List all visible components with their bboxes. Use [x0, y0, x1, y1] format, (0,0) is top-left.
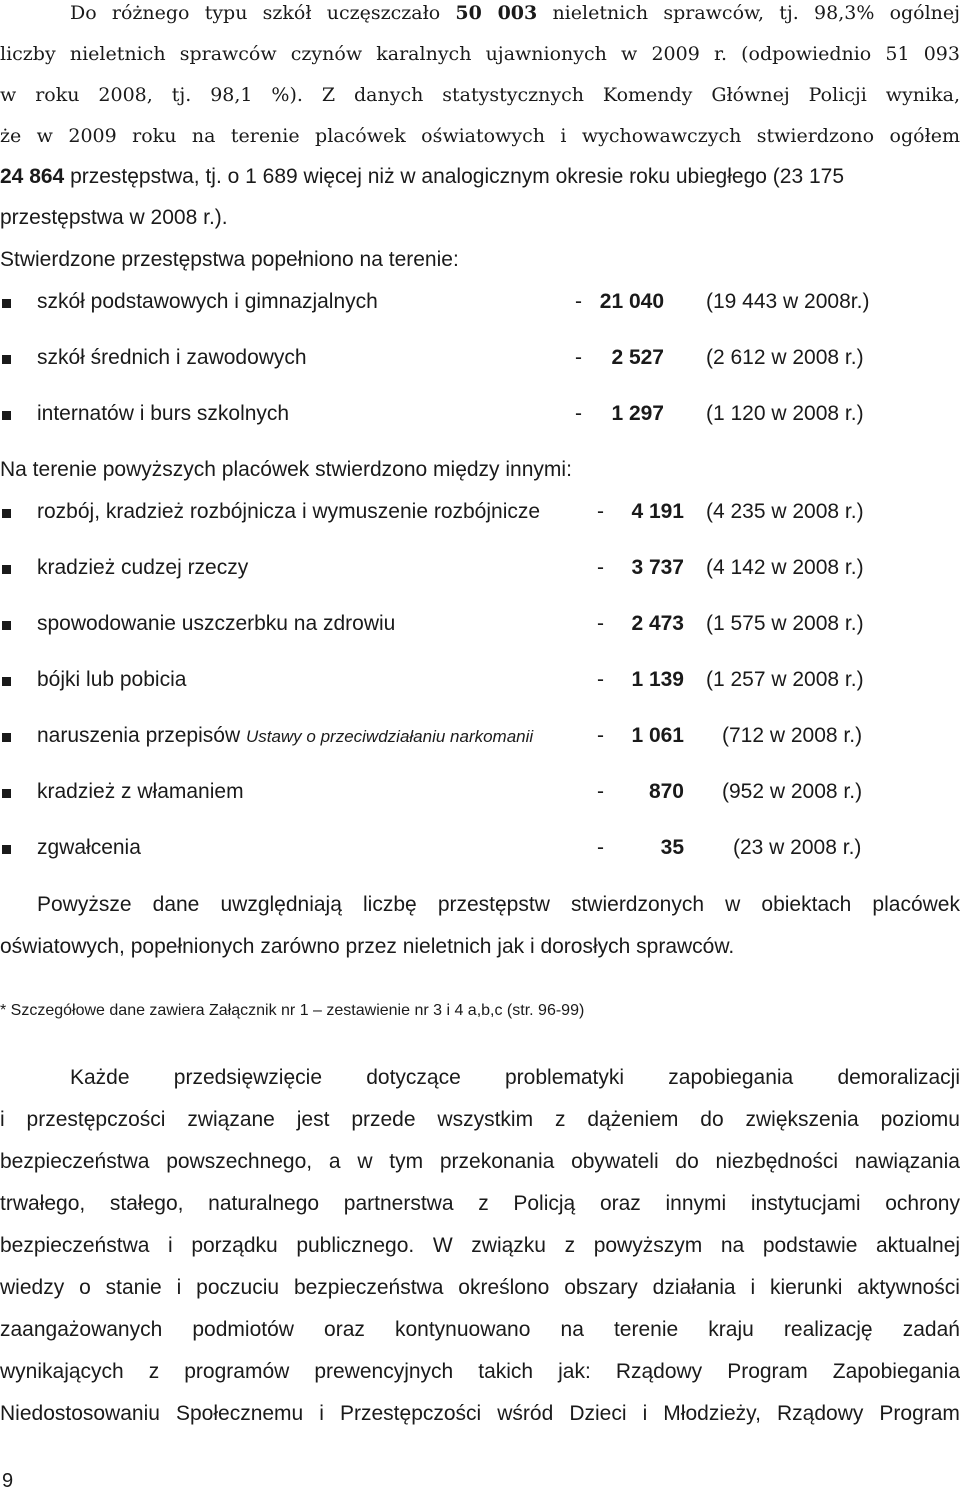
section1-previous-year: (19 443 w 2008r.)	[706, 290, 870, 313]
section2-previous-year: (23 w 2008 r.)	[733, 836, 862, 859]
bullet-icon	[2, 733, 11, 742]
section2-previous-year: (712 w 2008 r.)	[722, 724, 863, 747]
para3-line8: wynikających z programów prewencyjnych takich jak: Rządowy Program Zapobiegania	[0, 1360, 960, 1383]
para1-line5	[0, 165, 960, 189]
section1-value: 2 527	[611, 346, 664, 369]
page-number: 9	[2, 1470, 14, 1492]
section2-value: 35	[660, 836, 684, 859]
footnote: * Szczegółowe dane zawiera Załącznik nr 1 – zestawienie nr 3 i 4 a,b,c (str. 96-99)	[0, 1002, 585, 1019]
section2-previous-year: (1 257 w 2008 r.)	[706, 668, 864, 691]
section1-value: 1 297	[611, 402, 664, 425]
section2-item	[0, 780, 960, 810]
section1-item	[0, 346, 960, 376]
bullet-icon	[2, 845, 11, 854]
para3-line2: i przestępczości związane jest przede wszystkim z dążeniem do zwiększenia poziomu	[0, 1108, 960, 1131]
section2-item	[0, 612, 960, 642]
section2-label: zgwałcenia	[37, 836, 141, 859]
section1-item	[0, 290, 960, 320]
section2-heading: Na terenie powyższych placówek stwierdzono między innymi:	[0, 458, 572, 481]
section1-value: 21 040	[599, 290, 664, 313]
section2-value: 870	[648, 780, 684, 803]
section1-dash: -	[575, 346, 582, 369]
section2-value: 3 737	[631, 556, 684, 579]
para3-line3: bezpieczeństwa powszechnego, a w tym przekonania obywateli do niezbędności nawiązania	[0, 1150, 960, 1173]
bullet-icon	[2, 789, 11, 798]
section1-label: internatów i burs szkolnych	[37, 402, 290, 425]
section2-value: 2 473	[631, 612, 684, 635]
section2-dash: -	[597, 724, 604, 747]
para2-line1: Powyższe dane uwzględniają liczbę przestępstw stwierdzonych w obiektach placówek	[37, 893, 960, 916]
section2-previous-year: (4 142 w 2008 r.)	[706, 556, 864, 579]
section2-dash: -	[597, 612, 604, 635]
bullet-icon	[2, 565, 11, 574]
para3-line9: Niedostosowaniu Społecznemu i Przestępczości wśród Dzieci i Młodzieży, Rządowy Program	[0, 1402, 960, 1425]
section2-value: 1 139	[631, 668, 684, 691]
section2-label: kradzież cudzej rzeczy	[37, 556, 249, 579]
bullet-icon	[2, 411, 11, 420]
para3-line4: trwałego, stałego, naturalnego partnerstwa z Policją oraz innymi instytucjami ochrony	[0, 1192, 960, 1215]
section2-item	[0, 836, 960, 866]
section2-item	[0, 556, 960, 586]
para2-line2: oświatowych, popełnionych zarówno przez nieletnich jak i dorosłych sprawców.	[0, 935, 735, 958]
total-count: 24 864	[0, 165, 65, 188]
section2-item	[0, 668, 960, 698]
section2-label: naruszenia przepisów Ustawy o przeciwdziałaniu narkomanii	[37, 724, 534, 747]
section1-label: szkół średnich i zawodowych	[37, 346, 307, 369]
para3-line7: zaangażowanych podmiotów oraz kontynuowano na terenie kraju realizację zadań	[0, 1318, 960, 1341]
para3-line5: bezpieczeństwa i porządku publicznego. W związku z powyższym na podstawie aktualnej	[0, 1234, 960, 1257]
para1-line3: w roku 2008, tj. 98,1 %). Z danych statystycznych Komendy Głównej Policji wynika,	[0, 84, 960, 106]
section1-label: szkół podstawowych i gimnazjalnych	[37, 290, 378, 313]
section2-item	[0, 500, 960, 530]
section1-previous-year: (2 612 w 2008 r.)	[706, 346, 864, 369]
para1-line5-rest: przestępstwa, tj. o 1 689 więcej niż w analogicznym okresie roku ubiegłego (23 175	[64, 165, 844, 188]
section2-previous-year: (4 235 w 2008 r.)	[706, 500, 864, 523]
section2-label: rozbój, kradzież rozbójnicza i wymuszenie rozbójnicze	[37, 500, 541, 523]
section1-dash: -	[575, 290, 582, 313]
para1-line4: że w 2009 roku na terenie placówek oświatowych i wychowawczych stwierdzono ogółem	[0, 125, 960, 147]
bullet-icon	[2, 299, 11, 308]
para3-line6: wiedzy o stanie i poczuciu bezpieczeństwa określono obszary działania i kierunki aktywności	[0, 1276, 960, 1299]
para1-line1: Do różnego typu szkół uczęszczało 50 003 nieletnich sprawców, tj. 98,3% ogólnej	[70, 2, 960, 24]
bullet-icon	[2, 509, 11, 518]
section2-previous-year: (952 w 2008 r.)	[722, 780, 863, 803]
bullet-icon	[2, 621, 11, 630]
section2-value: 1 061	[631, 724, 684, 747]
section1-heading: Stwierdzone przestępstwa popełniono na terenie:	[0, 248, 459, 271]
section1-item	[0, 402, 960, 432]
section2-previous-year: (1 575 w 2008 r.)	[706, 612, 864, 635]
bullet-icon	[2, 677, 11, 686]
section2-dash: -	[597, 836, 604, 859]
section2-dash: -	[597, 500, 604, 523]
para1-line2: liczby nieletnich sprawców czynów karalnych ujawnionych w 2009 r. (odpowiednio 51 093	[0, 43, 960, 65]
section2-dash: -	[597, 780, 604, 803]
section2-dash: -	[597, 668, 604, 691]
section2-value: 4 191	[631, 500, 684, 523]
section2-label: spowodowanie uszczerbku na zdrowiu	[37, 612, 396, 635]
section2-label: bójki lub pobicia	[37, 668, 187, 691]
section1-dash: -	[575, 402, 582, 425]
para1-line6: przestępstwa w 2008 r.).	[0, 206, 228, 229]
section1-previous-year: (1 120 w 2008 r.)	[706, 402, 864, 425]
section2-label: kradzież z włamaniem	[37, 780, 244, 803]
bullet-icon	[2, 355, 11, 364]
para3-line1: Każde przedsięwzięcie dotyczące problematyki zapobiegania demoralizacji	[70, 1066, 960, 1089]
section2-dash: -	[597, 556, 604, 579]
section2-item	[0, 724, 960, 754]
